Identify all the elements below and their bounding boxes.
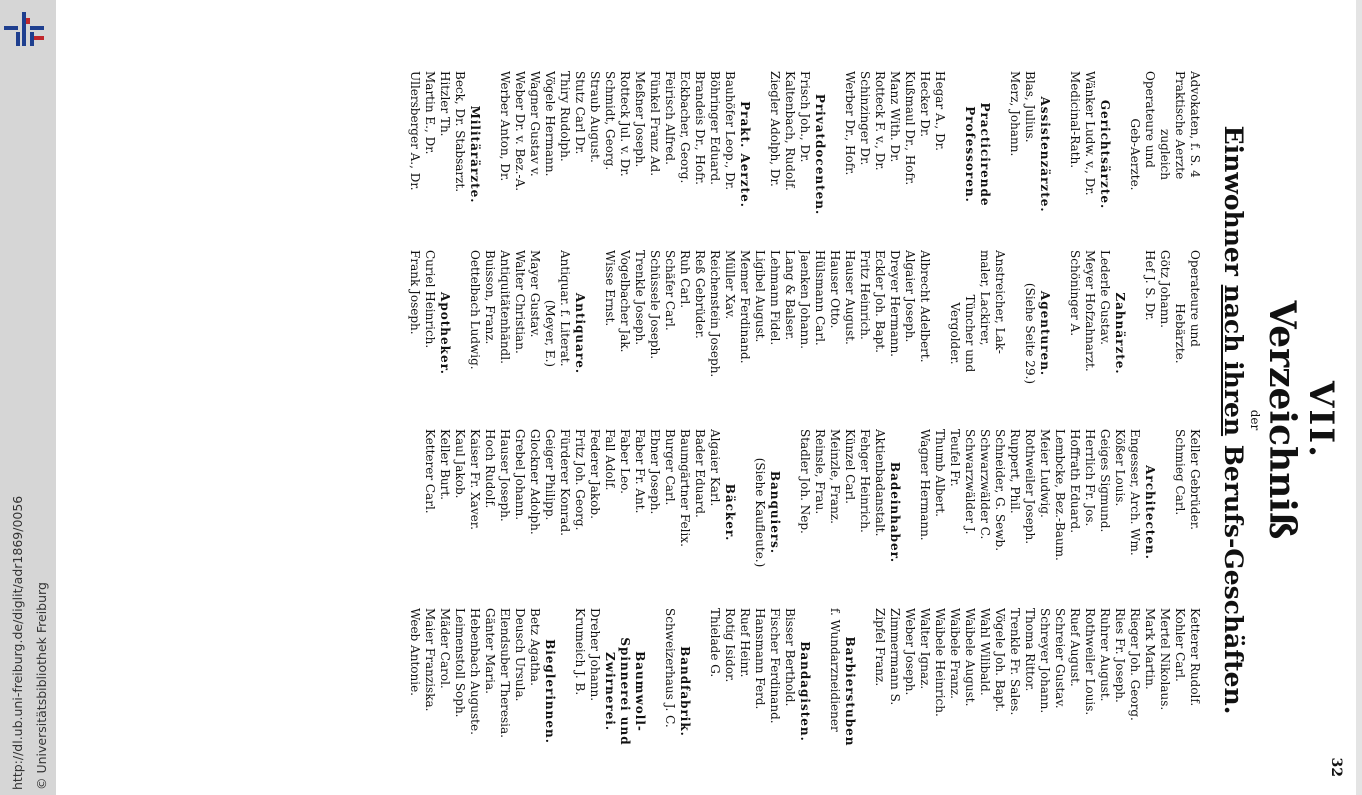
directory-entry: Schweizerhaus J. C. xyxy=(663,608,677,728)
directory-entry: Geb-Aerzte. xyxy=(1128,118,1142,191)
page-subtitle xyxy=(1218,55,1248,785)
directory-entry: Grebel Johann. xyxy=(513,429,527,521)
directory-column xyxy=(162,244,1202,423)
directory-entry: Martin E., Dr. xyxy=(423,71,437,155)
directory-entry: Faber Leo. xyxy=(618,429,632,494)
directory-entry: Glockner Adolph. xyxy=(528,429,542,535)
directory-entry: Zimmermann S. xyxy=(888,608,902,706)
directory-column xyxy=(162,65,1202,244)
directory-entry: Frank Joseph. xyxy=(408,250,422,335)
directory-entry: Meyer Hofzahnarzt. xyxy=(1083,250,1097,372)
directory-entry: Medicinal-Rath. xyxy=(1068,71,1082,169)
directory-entry: Krumeich J. B. xyxy=(573,608,587,696)
directory-entry xyxy=(1157,429,1172,596)
subtitle-part-b: nach ihren xyxy=(1219,284,1248,437)
directory-entry xyxy=(947,71,962,238)
directory-entry: Hauser August. xyxy=(843,250,857,345)
directory-entry: Kaul Jakob. xyxy=(453,429,467,499)
directory-entry: Algaier Karl. xyxy=(708,429,722,507)
directory-entry xyxy=(587,250,602,417)
directory-entry: Anstreicher, Lak- xyxy=(993,250,1007,354)
directory-entry: (Meyer, E.) xyxy=(543,299,557,368)
directory-entry: Beck, Dr. Stabsarzt. xyxy=(453,71,467,193)
directory-entry: Schwarzwälder C. xyxy=(978,429,992,540)
directory-entry: Vögele Joh. Bapt. xyxy=(993,608,1007,713)
directory-entry: Fehger Heinrich. xyxy=(858,429,872,533)
directory-entry xyxy=(827,71,842,238)
document-url-link[interactable]: http://dl.ub.uni-freiburg.de/diglit/adr1869/0056 xyxy=(10,495,25,790)
directory-entry: Stadler Joh. Nep. xyxy=(798,429,812,534)
directory-entry: Ries Fr. Joseph. xyxy=(1113,608,1127,703)
directory-entry: Ziegler Adolph, Dr. xyxy=(768,71,782,187)
directory-entry: Wänker Ludw. v., Dr. xyxy=(1083,71,1097,196)
directory-entry xyxy=(932,250,947,417)
directory-entry: Müller Xav. xyxy=(723,250,737,320)
directory-entry: Kohler Carl. xyxy=(1173,608,1187,682)
directory-entry xyxy=(482,71,497,238)
section-heading: Banquiers. xyxy=(768,470,782,555)
directory-entry: Tüncher und xyxy=(963,294,977,373)
directory-entry: Werber Dr., Hofr. xyxy=(843,71,857,176)
directory-entry: Frisch Joh., Dr. xyxy=(798,71,812,163)
directory-entry: Waibele Franz. xyxy=(948,608,962,699)
directory-entry: Meßner Joseph. xyxy=(633,71,647,168)
directory-entry: Wisse Ernst. xyxy=(603,250,617,327)
directory-entry xyxy=(647,608,662,775)
directory-entry: Thielade G. xyxy=(708,608,722,678)
directory-entry: (Siehe Kaufleute.) xyxy=(753,457,767,568)
section-heading: Practicirende xyxy=(978,102,992,207)
section-heading: Spinnerei und xyxy=(618,637,632,746)
directory-entry: Geiger Philipp. xyxy=(543,429,557,521)
directory-entry: Operateure und xyxy=(1143,71,1157,168)
section-heading: Professoren. xyxy=(963,106,977,203)
directory-entry: Vögele Hermann. xyxy=(543,71,557,177)
directory-entry: Geiges Sigmund. xyxy=(1098,429,1112,533)
directory-entry: Gänter Maria. xyxy=(483,608,497,694)
directory-entry: Thumb Albert. xyxy=(933,429,947,517)
section-heading: Bieglerinnen. xyxy=(543,639,557,744)
directory-entry xyxy=(812,608,827,775)
directory-entry: Mäder Carol. xyxy=(438,608,452,689)
directory-entry: Weber Joseph. xyxy=(903,608,917,696)
directory-entry: Reinsle, Frau. xyxy=(813,429,827,515)
section-heading: Zwirnerei. xyxy=(603,651,617,732)
section-heading: Gerichtsärzte. xyxy=(1098,99,1112,210)
directory-entry: Leimenstoll Soph. xyxy=(453,608,467,718)
section-heading: Antiquare. xyxy=(573,292,587,375)
directory-entry: Rotteck F. v., Dr. xyxy=(873,71,887,171)
section-heading: Militärärzte. xyxy=(468,105,482,204)
directory-entry xyxy=(1052,250,1067,417)
directory-entry: Kußmaul Dr., Hofr. xyxy=(903,71,917,186)
section-heading: Baumwoll- xyxy=(633,651,647,732)
directory-entry: Keller Burt. xyxy=(438,429,452,500)
directory-entry: Ruhrer August. xyxy=(1098,608,1112,702)
directory-entry xyxy=(1052,71,1067,238)
directory-entry: Curiel Heinrich. xyxy=(423,250,437,349)
directory-entry: Hoffrath Eduard. xyxy=(1068,429,1082,534)
directory-entry: Ruef Heinr. xyxy=(738,608,752,678)
directory-entry: Rothweiler Joseph. xyxy=(1023,429,1037,545)
directory-entry: Merz, Johann. xyxy=(1008,71,1022,157)
scanned-page xyxy=(142,55,1352,785)
directory-entry: Schmieg Carl. xyxy=(1173,429,1187,516)
directory-entry: Ligibel August. xyxy=(753,250,767,343)
directory-entry: Weber Dr. v. Bez.-A. xyxy=(513,71,527,192)
directory-entry xyxy=(452,250,467,417)
directory-entry: Schreyer Johann. xyxy=(1038,608,1052,714)
directory-entry xyxy=(752,71,767,238)
copyright-notice: © Universitätsbibliothek Freiburg xyxy=(34,582,49,790)
directory-entry: Waibele August. xyxy=(963,608,977,707)
directory-entry: Faber Fr. Ant. xyxy=(633,429,647,514)
directory-entry: Waibele Heinrich. xyxy=(933,608,947,717)
directory-entry: Operateure und xyxy=(1188,250,1202,347)
directory-entry: Lang & Balser. xyxy=(783,250,797,341)
directory-entry: Burger Carl. xyxy=(663,429,677,506)
directory-entry: Maier Franziska. xyxy=(423,608,437,712)
directory-entry: Algaier Joseph. xyxy=(903,250,917,343)
directory-entry: Hef J. S. Dr. xyxy=(1143,250,1157,321)
directory-entry: Hansmann Ferd. xyxy=(753,608,767,710)
directory-entry: Vogelbacher Jak. xyxy=(618,250,632,353)
directory-entry: Advokaten, f. S. 4 xyxy=(1188,71,1202,178)
directory-entry: Zipfel Franz. xyxy=(873,608,887,687)
directory-entry: Rothweiler Louis. xyxy=(1083,608,1097,716)
directory-entry: Brandeis Dr., Hofr. xyxy=(693,71,707,185)
directory-entry: Vergolder. xyxy=(948,302,962,365)
section-heading: Badeinhaber. xyxy=(888,461,902,564)
directory-entry: Hauser Joseph. xyxy=(498,429,512,522)
directory-entry: Eckler Joh. Bapt. xyxy=(873,250,887,353)
directory-entry: Kaltenbach, Rudolf. xyxy=(783,71,797,191)
directory-entry: Fritz Joh. Georg. xyxy=(573,429,587,531)
directory-entry: Bauhöfer Leop., Dr. xyxy=(723,71,737,191)
directory-entry: Stutz Carl Dr. xyxy=(573,71,587,155)
directory-entry xyxy=(857,608,872,775)
section-heading: Assistenzärzte. xyxy=(1038,96,1052,213)
section-heading: Zahnärzte. xyxy=(1113,292,1127,375)
directory-entry: Antiquar. f. Literat. xyxy=(558,250,572,367)
directory-entry: Bader Eduard. xyxy=(693,429,707,518)
directory-entry: Reichenstein Joseph. xyxy=(708,250,722,378)
directory-entry: Schöninger A. xyxy=(1068,250,1082,337)
directory-column xyxy=(162,602,1202,781)
directory-entry xyxy=(782,429,797,596)
directory-entry: Hecker Dr. xyxy=(918,71,932,138)
directory-entry: f. Wundarzneidiener xyxy=(828,608,842,732)
directory-entry: Buisson, Franz. xyxy=(483,250,497,345)
directory-entry: Meier Ludwig. xyxy=(1038,429,1052,518)
directory-entry xyxy=(902,429,917,596)
directory-entry xyxy=(1007,250,1022,417)
directory-entry: Künzel Carl. xyxy=(843,429,857,504)
directory-entry: Jaenken Johann. xyxy=(798,250,812,349)
directory-entry: Blas, Julius. xyxy=(1023,71,1037,143)
directory-entry: Walter Ignaz. xyxy=(918,608,932,690)
directory-entry: Reß Gebrüder. xyxy=(693,250,707,339)
section-heading: Bandagisten. xyxy=(798,641,812,742)
section-heading: Bäcker. xyxy=(723,483,737,542)
directory-entry: Weeb Antonie. xyxy=(408,608,422,696)
directory-entry: Bisser Berthold. xyxy=(783,608,797,707)
directory-entry: (Siehe Seite 29.) xyxy=(1023,282,1037,385)
directory-entry: Praktische Aerzte xyxy=(1173,71,1187,180)
directory-entry: Ketterer Rudolf. xyxy=(1188,608,1202,707)
directory-entry: Ruh Carl. xyxy=(678,250,692,309)
directory-entry: Hebenbach Auguste. xyxy=(468,608,482,735)
directory-entry: Elendsuber Theresia. xyxy=(498,608,512,738)
directory-entry: Hitzler Th. xyxy=(438,71,452,137)
directory-entry: Ebner Joseph. xyxy=(648,429,662,515)
directory-entry xyxy=(1127,250,1142,417)
directory-entry: Straub August. xyxy=(588,71,602,163)
directory-entry: Wagner Gustav v. xyxy=(528,71,542,177)
directory-entry: Antiquitätenhändl. xyxy=(498,250,512,364)
directory-entry: Federer Jakob. xyxy=(588,429,602,519)
directory-entry: Betz Agatha. xyxy=(528,608,542,686)
page-title: Verzeichniß xyxy=(1261,300,1303,540)
directory-entry: Schmidt, Georg. xyxy=(603,71,617,171)
section-heading: Bandfabrik. xyxy=(678,646,692,737)
page-number: 32 xyxy=(1328,757,1344,777)
directory-entry: Keller Gebrüder. xyxy=(1188,429,1202,530)
section-heading: Agenturen. xyxy=(1038,290,1052,377)
subtitle-part-a: Einwohner xyxy=(1219,125,1248,276)
title-block xyxy=(1218,55,1340,785)
directory-entry: Eckbacher, Georg. xyxy=(678,71,692,184)
directory-entry: zugleich xyxy=(1158,129,1172,180)
section-heading: Barbierstuben xyxy=(843,636,857,747)
directory-entry: Oettelbach Ludwig. xyxy=(468,250,482,370)
directory-entry: maler, Lackirer, xyxy=(978,250,992,346)
directory-entry: Wahl Wilibald. xyxy=(978,608,992,696)
directory-entry: Schinzinger Dr. xyxy=(858,71,872,166)
directory-entry: Hoch Rudolf. xyxy=(483,429,497,509)
directory-entry: Fischer Ferdinand. xyxy=(768,608,782,724)
viewer-sidebar xyxy=(0,0,56,795)
directory-entry: Memer Ferdinand. xyxy=(738,250,752,364)
directory-entry: Kaiser Fr. Xaver. xyxy=(468,429,482,530)
directory-entry: Thiry Rudolph. xyxy=(558,71,572,162)
directory-entry: Mertel Nikolaus. xyxy=(1158,608,1172,711)
scrollbar[interactable] xyxy=(1356,0,1362,795)
directory-entry: Meinzle, Franz. xyxy=(828,429,842,524)
directory-entry: Dreyer Hermann. xyxy=(888,250,902,357)
directory-entry: Schüssele Joseph. xyxy=(648,250,662,360)
subtitle-part-c: Berufs-Geschäften. xyxy=(1219,444,1248,715)
directory-entry: Fürderer Konrad. xyxy=(558,429,572,536)
directory-entry: Hülsmann Carl. xyxy=(813,250,827,346)
directory-entry: Aktienbadanstalt. xyxy=(873,429,887,537)
directory-entry: Schwarzwälder J. xyxy=(963,429,977,535)
directory-entry: Deusch Ursula. xyxy=(513,608,527,702)
directory-entry: Hauser Otto. xyxy=(828,250,842,329)
directory-entry: Albrecht Adelbert. xyxy=(918,250,932,363)
directory-entry: Fritz Heinrich. xyxy=(858,250,872,340)
directory-entry: Lehmann Fidel. xyxy=(768,250,782,346)
directory-entry: Lembcke, Bez.-Baum. xyxy=(1053,429,1067,561)
directory-entry xyxy=(992,71,1007,238)
directory-entry: Götz Johann. xyxy=(1158,250,1172,328)
directory-entry: Rotteck Jul. v. Dr. xyxy=(618,71,632,177)
directory-entry: Schreier Gustav. xyxy=(1053,608,1067,709)
section-heading: Privatdocenten. xyxy=(813,93,827,216)
directory-entry: Wagner Hermann. xyxy=(918,429,932,541)
directory-entry xyxy=(692,608,707,775)
directory-entry: Walter Christian. xyxy=(513,250,527,354)
directory-entry: Fünkel Franz Ad. xyxy=(648,71,662,177)
directory-entry xyxy=(1112,71,1127,238)
directory-entry: Hegar A., Dr. xyxy=(933,71,947,151)
section-number: VII. xyxy=(1301,380,1341,460)
directory-entry: Trenkle Joseph. xyxy=(633,250,647,346)
directory-entry: Schneider, G. Sewb. xyxy=(993,429,1007,552)
directory-column xyxy=(162,423,1202,602)
directory-entry: Mayer Gustav. xyxy=(528,250,542,338)
directory-entry: Fall Adolf. xyxy=(603,429,617,491)
section-heading: Architecten. xyxy=(1143,465,1157,560)
directory-entry: Ketterer Carl. xyxy=(423,429,437,514)
directory-entry: Trenkle Fr. Sales. xyxy=(1008,608,1022,716)
directory-entry: Lederle Gustav. xyxy=(1098,250,1112,345)
directory-entry: Baumgärtner Felix. xyxy=(678,429,692,547)
directory-entry: Thoma Rittor. xyxy=(1023,608,1037,692)
section-heading: Prakt. Aerzte. xyxy=(738,101,752,208)
directory-entry: Schäfer Carl. xyxy=(663,250,677,331)
viewer-side-text xyxy=(10,30,49,790)
directory-entry: Manz With. Dr. xyxy=(888,71,902,163)
directory-entry: Hebärzte. xyxy=(1173,303,1187,364)
directory-entry: Rotig Isidor. xyxy=(723,608,737,683)
directory-entry: Ruef August. xyxy=(1068,608,1082,687)
directory-entry: Mark Martin. xyxy=(1143,608,1157,690)
directory-entry: Rieger Joh. Georg. xyxy=(1128,608,1142,721)
directory-entry: Herrlich Fr. Jos. xyxy=(1083,429,1097,527)
section-heading: Apotheker. xyxy=(438,292,452,375)
directory-entry: Böhringer Eduard. xyxy=(708,71,722,185)
directory-columns xyxy=(162,65,1202,781)
directory-entry: Dreher Johann. xyxy=(588,608,602,702)
directory-entry: Werber Anton, Dr. xyxy=(498,71,512,182)
directory-entry xyxy=(557,608,572,775)
directory-entry: Teufel Fr. xyxy=(948,429,962,487)
directory-entry: Ullersberger A., Dr. xyxy=(408,71,422,191)
directory-entry: Kößer Louis. xyxy=(1113,429,1127,507)
directory-entry xyxy=(737,429,752,596)
directory-entry: Feirisch Alfred. xyxy=(663,71,677,165)
directory-entry: Engesser, Arch. Wm. xyxy=(1128,429,1142,556)
directory-entry: Ruppert, Phil. xyxy=(1008,429,1022,514)
title-article: der xyxy=(1248,409,1262,431)
